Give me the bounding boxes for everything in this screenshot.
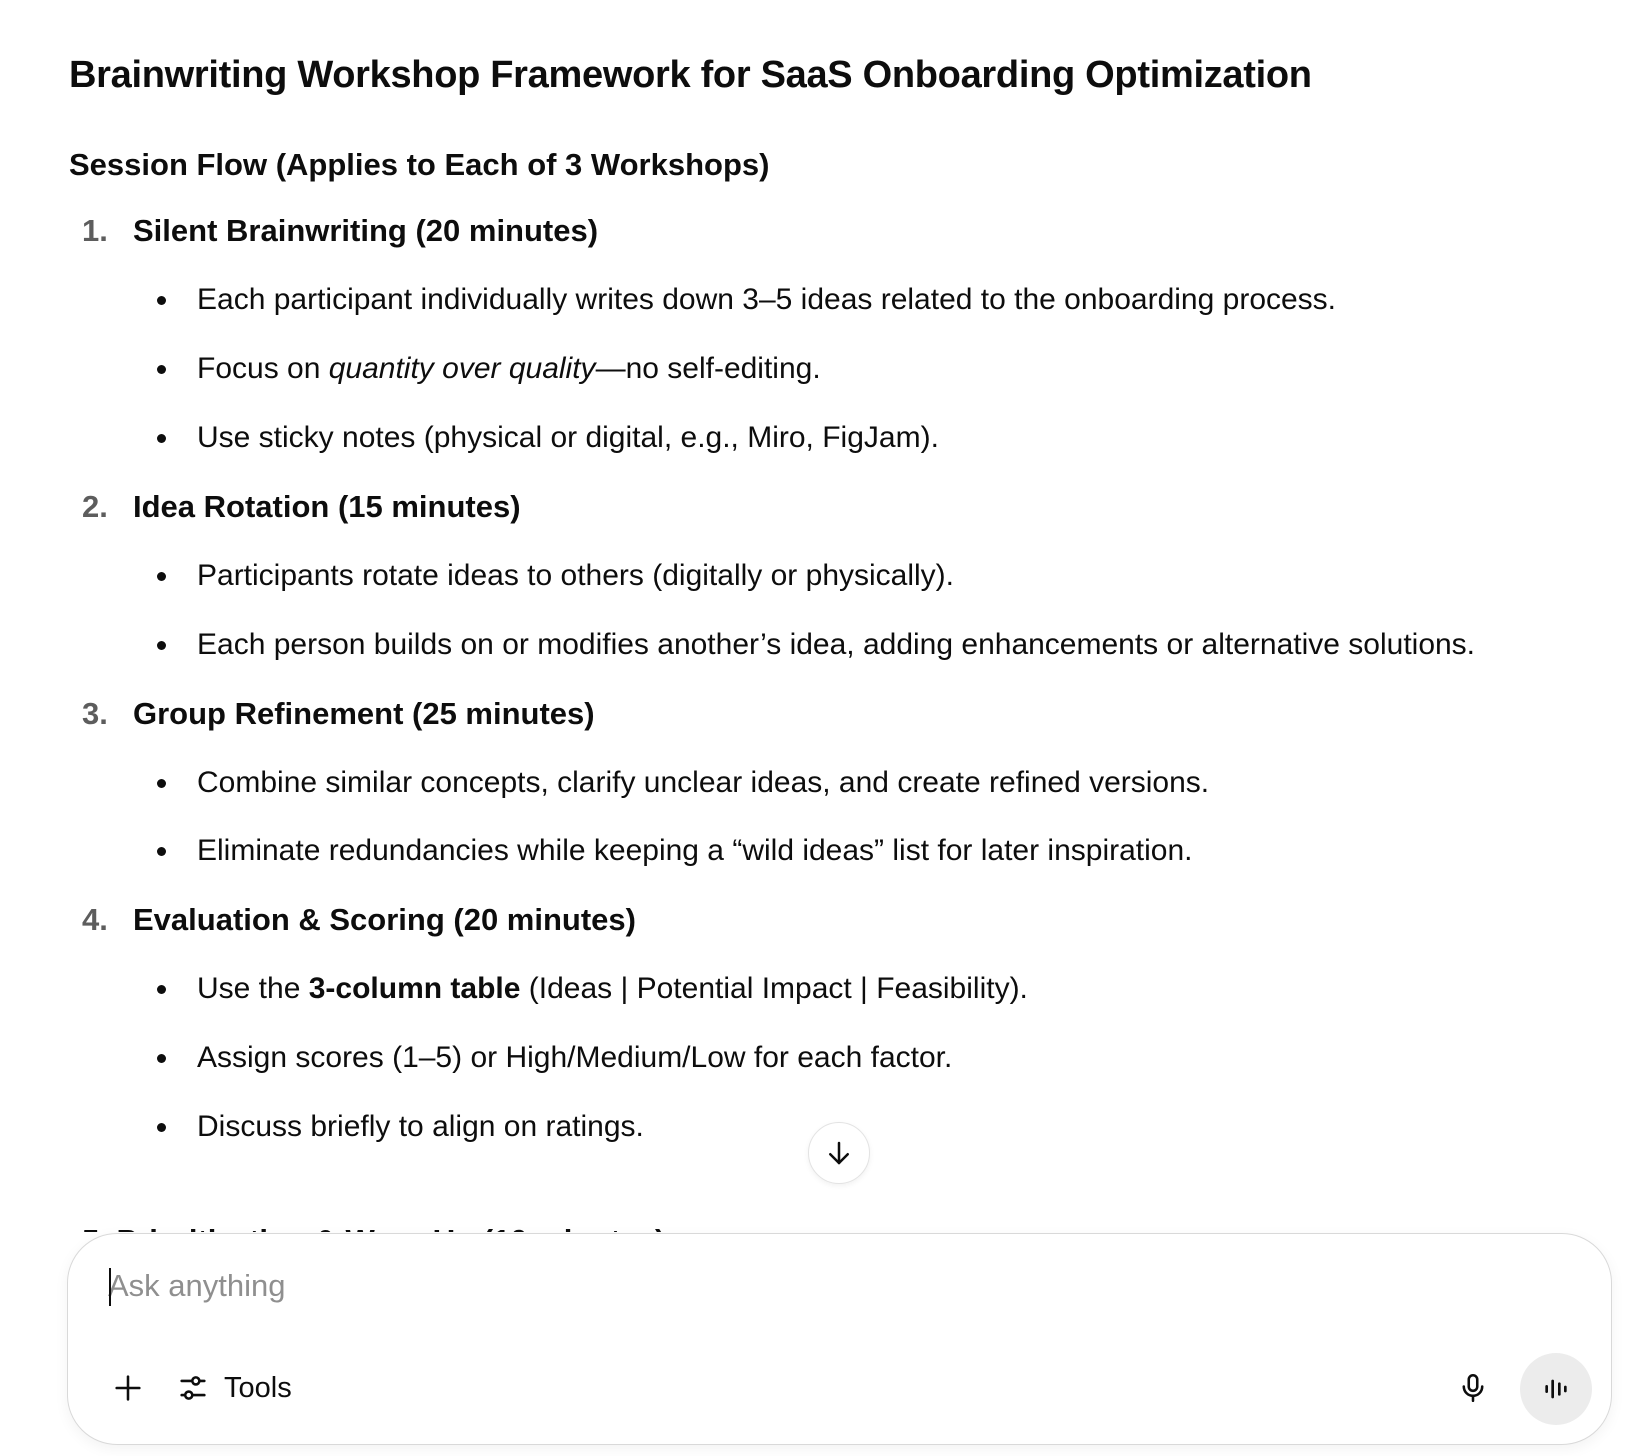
bullet-dot xyxy=(157,641,166,650)
add-attachment-button[interactable] xyxy=(104,1364,152,1412)
step-title: Evaluation & Scoring (20 minutes) xyxy=(133,902,636,937)
voice-mode-button[interactable] xyxy=(1520,1353,1592,1425)
bullet-dot xyxy=(157,434,166,443)
bullet-text: Combine similar concepts, clarify unclear ideas, and create refined versions. xyxy=(197,766,1210,799)
bullet-text: Assign scores (1–5) or High/Medium/Low for each factor. xyxy=(197,1041,953,1074)
bullet-text: Participants rotate ideas to others (digitally or physically). xyxy=(197,559,955,592)
bullet-text xyxy=(197,350,821,388)
step-number: 1. xyxy=(82,213,108,248)
text-caret xyxy=(109,1268,111,1306)
step-number: 4. xyxy=(82,902,108,937)
tools-button[interactable] xyxy=(176,1364,292,1412)
tools-label: Tools xyxy=(224,1371,292,1404)
sliders-icon xyxy=(176,1371,210,1405)
bullet-text: Each participant individually writes down 3–5 ideas related to the onboarding process. xyxy=(197,283,1337,316)
step-title: Silent Brainwriting (20 minutes) xyxy=(133,213,599,248)
step-number: 2. xyxy=(82,489,108,524)
document-title: Brainwriting Workshop Framework for SaaS Onboarding Optimization xyxy=(69,54,1312,96)
bullet-dot xyxy=(157,1054,166,1063)
plus-icon xyxy=(111,1371,145,1405)
bullet-text: Discuss briefly to align on ratings. xyxy=(197,1110,644,1143)
bullet-text-part: Use the xyxy=(197,972,309,1005)
microphone-icon xyxy=(1456,1371,1490,1405)
strong-text: 3-column table xyxy=(308,972,521,1005)
scroll-to-bottom-button[interactable] xyxy=(808,1122,870,1184)
bullet-text xyxy=(197,970,1028,1008)
section-title: Session Flow (Applies to Each of 3 Workshops) xyxy=(69,147,770,182)
voice-waveform-icon xyxy=(1540,1373,1572,1405)
bullet-text-part: Focus on xyxy=(197,352,329,385)
step-title: Idea Rotation (15 minutes) xyxy=(133,489,521,524)
bullet-text-part: (Ideas | Potential Impact | Feasibility). xyxy=(520,972,1028,1005)
bullet-dot xyxy=(157,847,166,856)
emphasis-text: quantity over quality xyxy=(328,352,596,385)
step-number: 3. xyxy=(82,696,108,731)
bullet-text: Each person builds on or modifies another’s idea, adding enhancements or alternative solutions. xyxy=(197,628,1476,661)
message-composer xyxy=(67,1233,1612,1445)
prompt-input[interactable] xyxy=(108,1264,1508,1308)
arrow-down-icon xyxy=(824,1138,854,1168)
bullet-dot xyxy=(157,572,166,581)
bullet-dot xyxy=(157,985,166,994)
bullet-dot xyxy=(157,779,166,788)
bullet-text: Use sticky notes (physical or digital, e.g., Miro, FigJam). xyxy=(197,421,939,454)
bullet-dot xyxy=(157,365,166,374)
bullet-dot xyxy=(157,1123,166,1132)
bullet-text: Eliminate redundancies while keeping a “wild ideas” list for later inspiration. xyxy=(197,834,1193,867)
bullet-dot xyxy=(157,296,166,305)
step-title: Group Refinement (25 minutes) xyxy=(133,696,595,731)
dictate-button[interactable] xyxy=(1449,1364,1497,1412)
bullet-text-part: —no self-editing. xyxy=(595,352,821,385)
